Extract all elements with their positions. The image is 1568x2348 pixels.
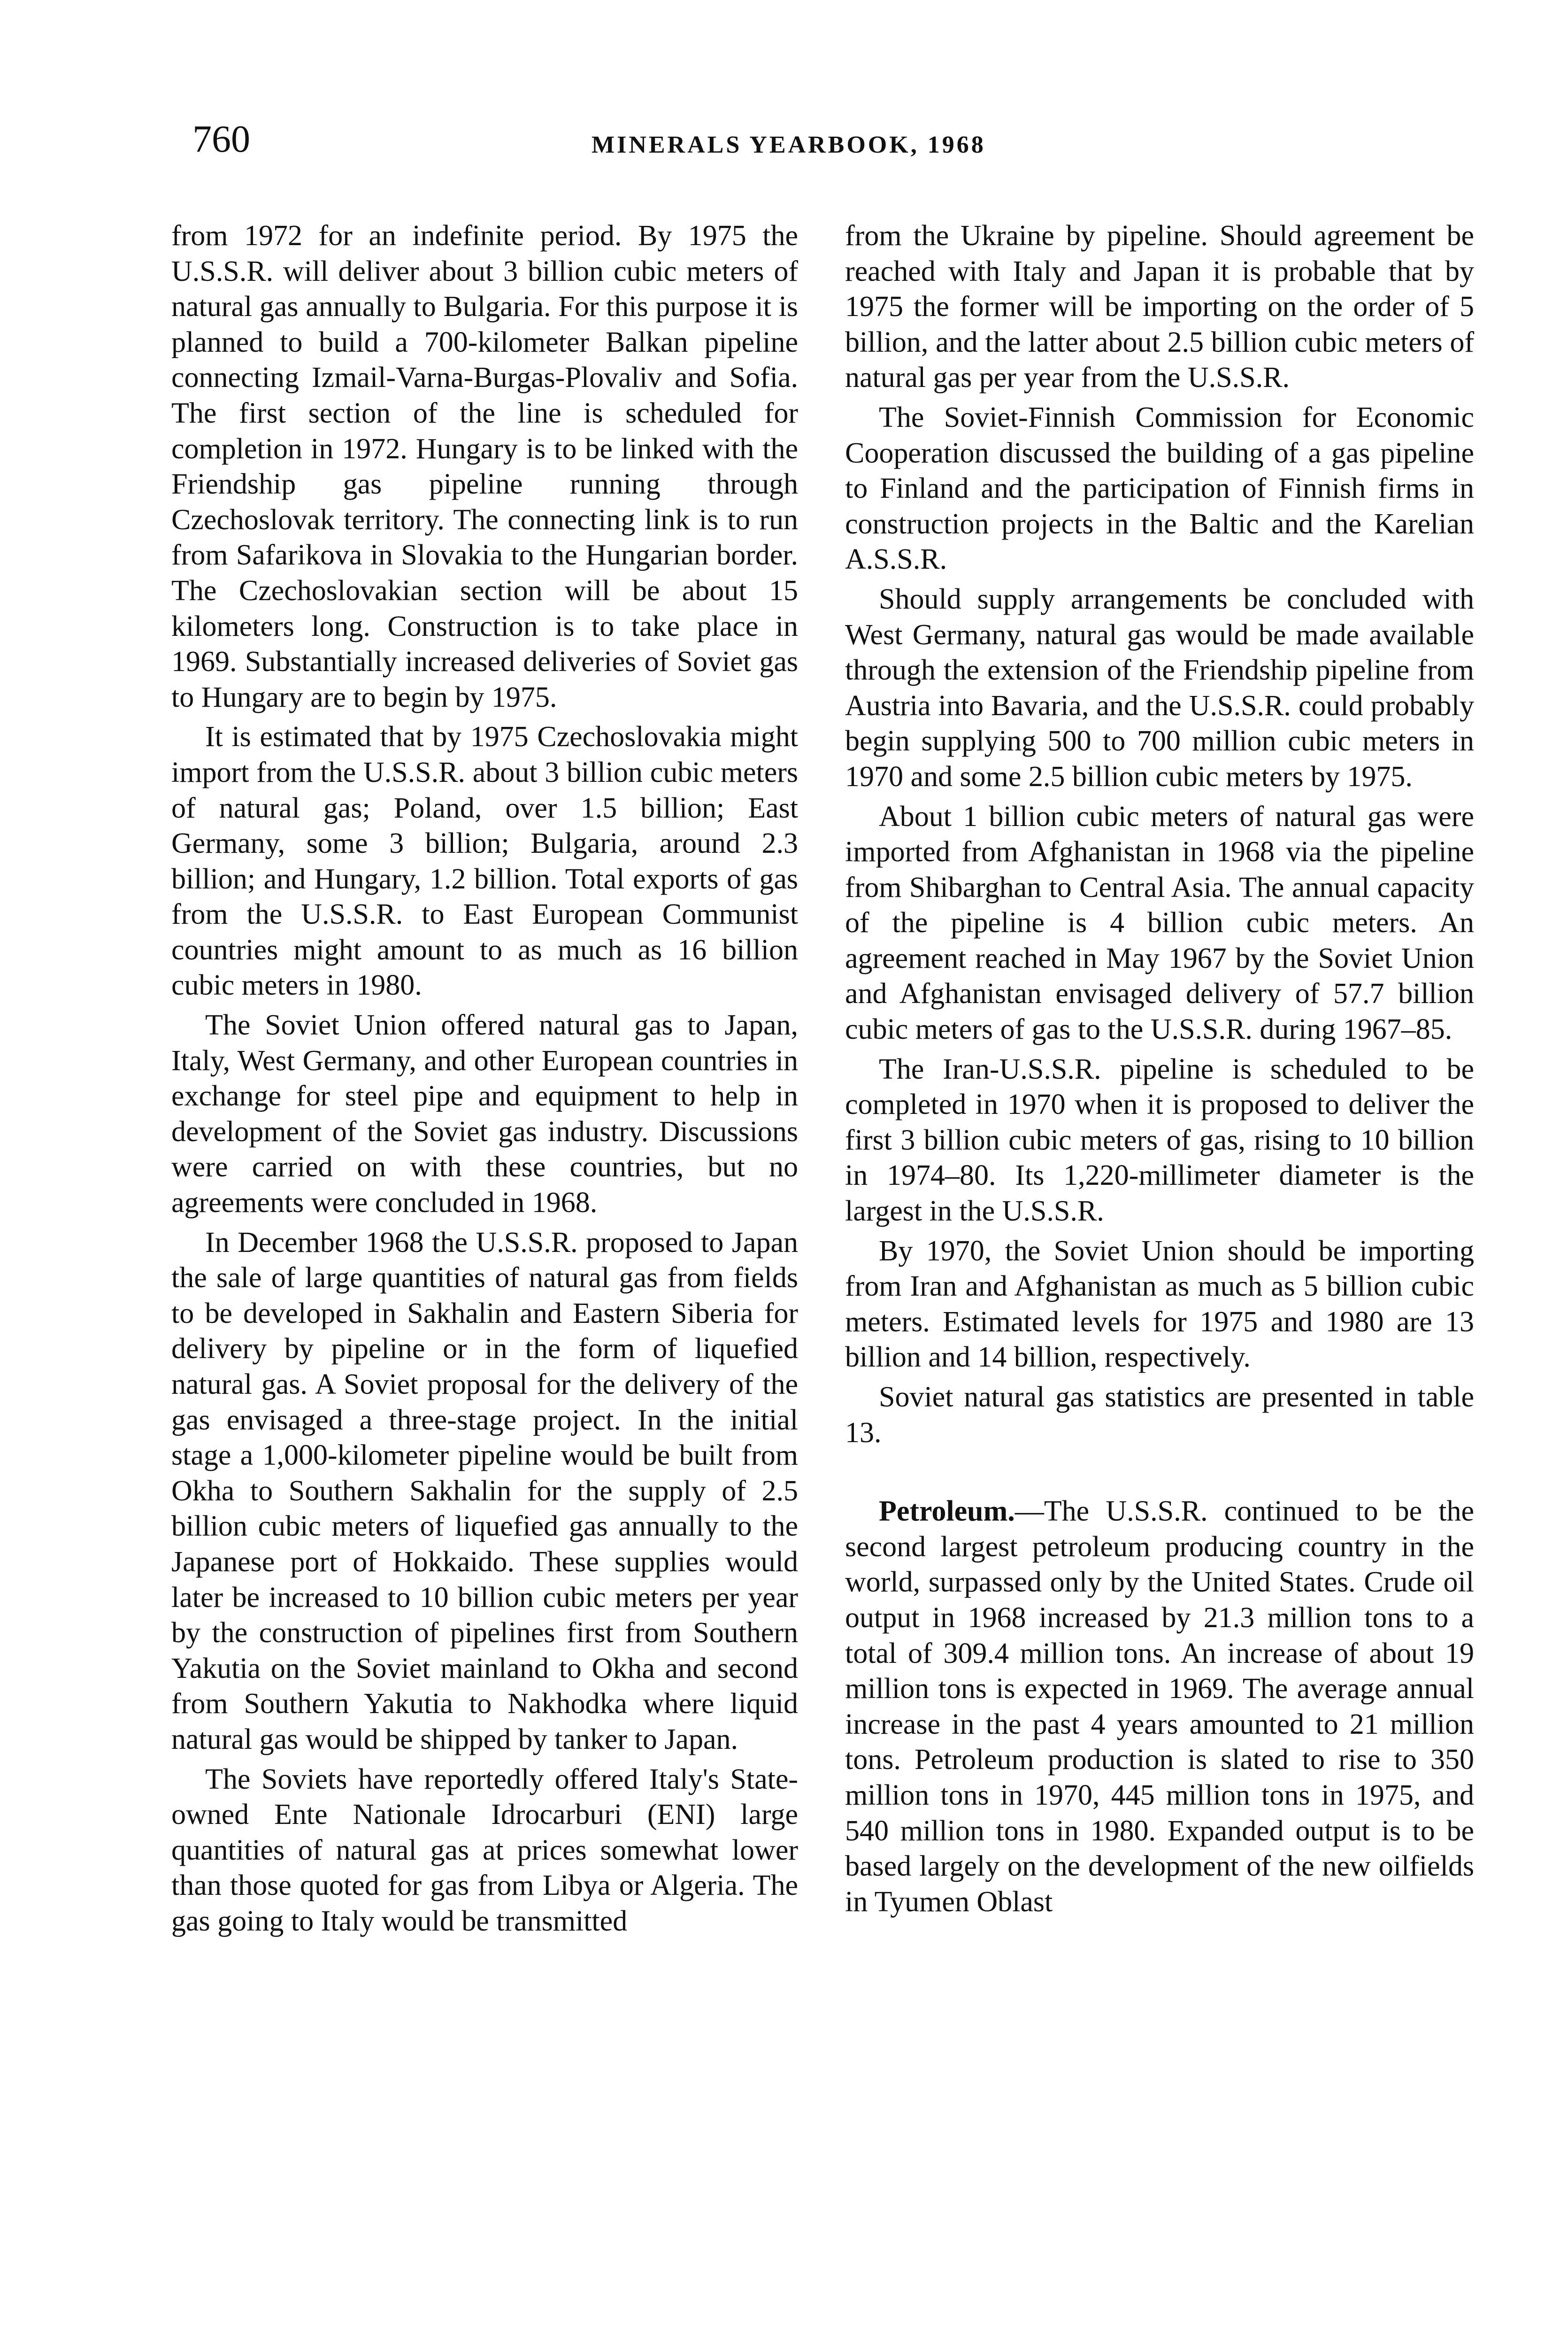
running-title: MINERALS YEARBOOK, 1968 [592,131,986,158]
page-number: 760 [192,117,250,160]
left-column [171,218,798,1939]
paragraph: Should supply arrangements be concluded with West Germany, natural gas would be made available through the extension of the Friendship pipeline from Austria into Bavaria, and the U.S.S.R. could probably begin supplying 500 to 700 million cubic meters in 1970 and some 2.5 billion cubic meters by 1975. [845,583,1474,793]
paragraph: About 1 billion cubic meters of natural gas were imported from Afghanistan in 1968 via the pipeline from Shibarghan to Central Asia. The annual capacity of the pipeline is 4 billion cubic meters. An agreement reached in May 1967 by the Soviet Union and Afghanistan envisaged delivery of 57.7 billion cubic meters of gas to the U.S.S.R. during 1967–85. [845,800,1474,1046]
paragraph: It is estimated that by 1975 Czechoslovakia might import from the U.S.S.R. about 3 billion cubic meters of natural gas; Poland, over 1.5 billion; East Germany, some 3 billion; Bulgaria, around 2.3 billion; and Hungary, 1.2 billion. Total exports of gas from the U.S.S.R. to East European Communist countries might amount to as much as 16 billion cubic meters in 1980. [171,721,798,1002]
paragraph-text: —The U.S.S.R. continued to be the second largest petroleum producing country in the world, surpassed only by the United States. Crude oil output in 1968 increased by 21.3 million tons to a total of 309.4 million tons. An increase of about 19 million tons is expected in 1969. The average annual increase in the past 4 years amounted to 21 million tons. Petroleum production is slated to rise to 350 million tons in 1970, 445 million tons in 1975, and 540 million tons in 1980. Expanded output is to be based largely on the development of the new oilfields in Tyumen Oblast [845,1495,1474,1918]
section-heading: Petroleum. [879,1495,1015,1528]
paragraph: Soviet natural gas statistics are presented in table 13. [845,1381,1474,1449]
paragraph: The Iran-U.S.S.R. pipeline is scheduled to be completed in 1970 when it is proposed to deliver the first 3 billion cubic meters of gas, rising to 10 billion in 1974–80. Its 1,220-millimeter diameter is the largest in the U.S.S.R. [845,1053,1474,1228]
right-column [845,218,1474,1920]
paragraph: By 1970, the Soviet Union should be importing from Iran and Afghanistan as much as 5 billion cubic meters. Estimated levels for 1975 and 1980 are 13 billion and 14 billion, respectively. [845,1235,1474,1374]
paragraph: The Soviets have reportedly offered Italy's State-owned Ente Nationale Idrocarburi (ENI) large quantities of natural gas at prices somewhat lower than those quoted for gas from Libya or Algeria. The gas going to Italy would be transmitted [171,1763,798,1937]
paragraph: from 1972 for an indefinite period. By 1975 the U.S.S.R. will deliver about 3 billion cubic meters of natural gas annually to Bulgaria. For this purpose it is planned to build a 700-kilometer Balkan pipeline connecting Izmail-Varna-Burgas-Plovaliv and Sofia. The first section of the line is scheduled for completion in 1972. Hungary is to be linked with the Friendship gas pipeline running through Czechoslovak territory. The connecting link is to run from Safarikova in Slovakia to the Hungarian border. The Czechoslovakian section will be about 15 kilometers long. Construction is to take place in 1969. Substantially increased deliveries of Soviet gas to Hungary are to begin by 1975. [171,220,798,713]
paragraph: The Soviet Union offered natural gas to Japan, Italy, West Germany, and other European countries in exchange for steel pipe and equipment to help in development of the Soviet gas industry. Discussions were carried on with these countries, but no agreements were concluded in 1968. [171,1009,798,1219]
paragraph: from the Ukraine by pipeline. Should agreement be reached with Italy and Japan it is probable that by 1975 the former will be importing on the order of 5 billion, and the latter about 2.5 billion cubic meters of natural gas per year from the U.S.S.R. [845,220,1474,394]
section-paragraph-petroleum [845,1494,1474,1920]
paragraph: The Soviet-Finnish Commission for Economic Cooperation discussed the building of a gas pipeline to Finland and the participation of Finnish firms in construction projects in the Baltic and the Karelian A.S.S.R. [845,401,1474,576]
paragraph: In December 1968 the U.S.S.R. proposed to Japan the sale of large quantities of natural gas from fields to be developed in Sakhalin and Eastern Siberia for delivery by pipeline or in the form of liquefied natural gas. A Soviet proposal for the delivery of the gas envisaged a three-stage project. In the initial stage a 1,000-kilometer pipeline would be built from Okha to Southern Sakhalin for the supply of 2.5 billion cubic meters of liquefied gas annually to the Japanese port of Hokkaido. These supplies would later be increased to 10 billion cubic meters per year by the construction of pipelines first from Southern Yakutia on the Soviet mainland to Okha and second from Southern Yakutia to Nakhodka where liquid natural gas would be shipped by tanker to Japan. [171,1226,798,1755]
